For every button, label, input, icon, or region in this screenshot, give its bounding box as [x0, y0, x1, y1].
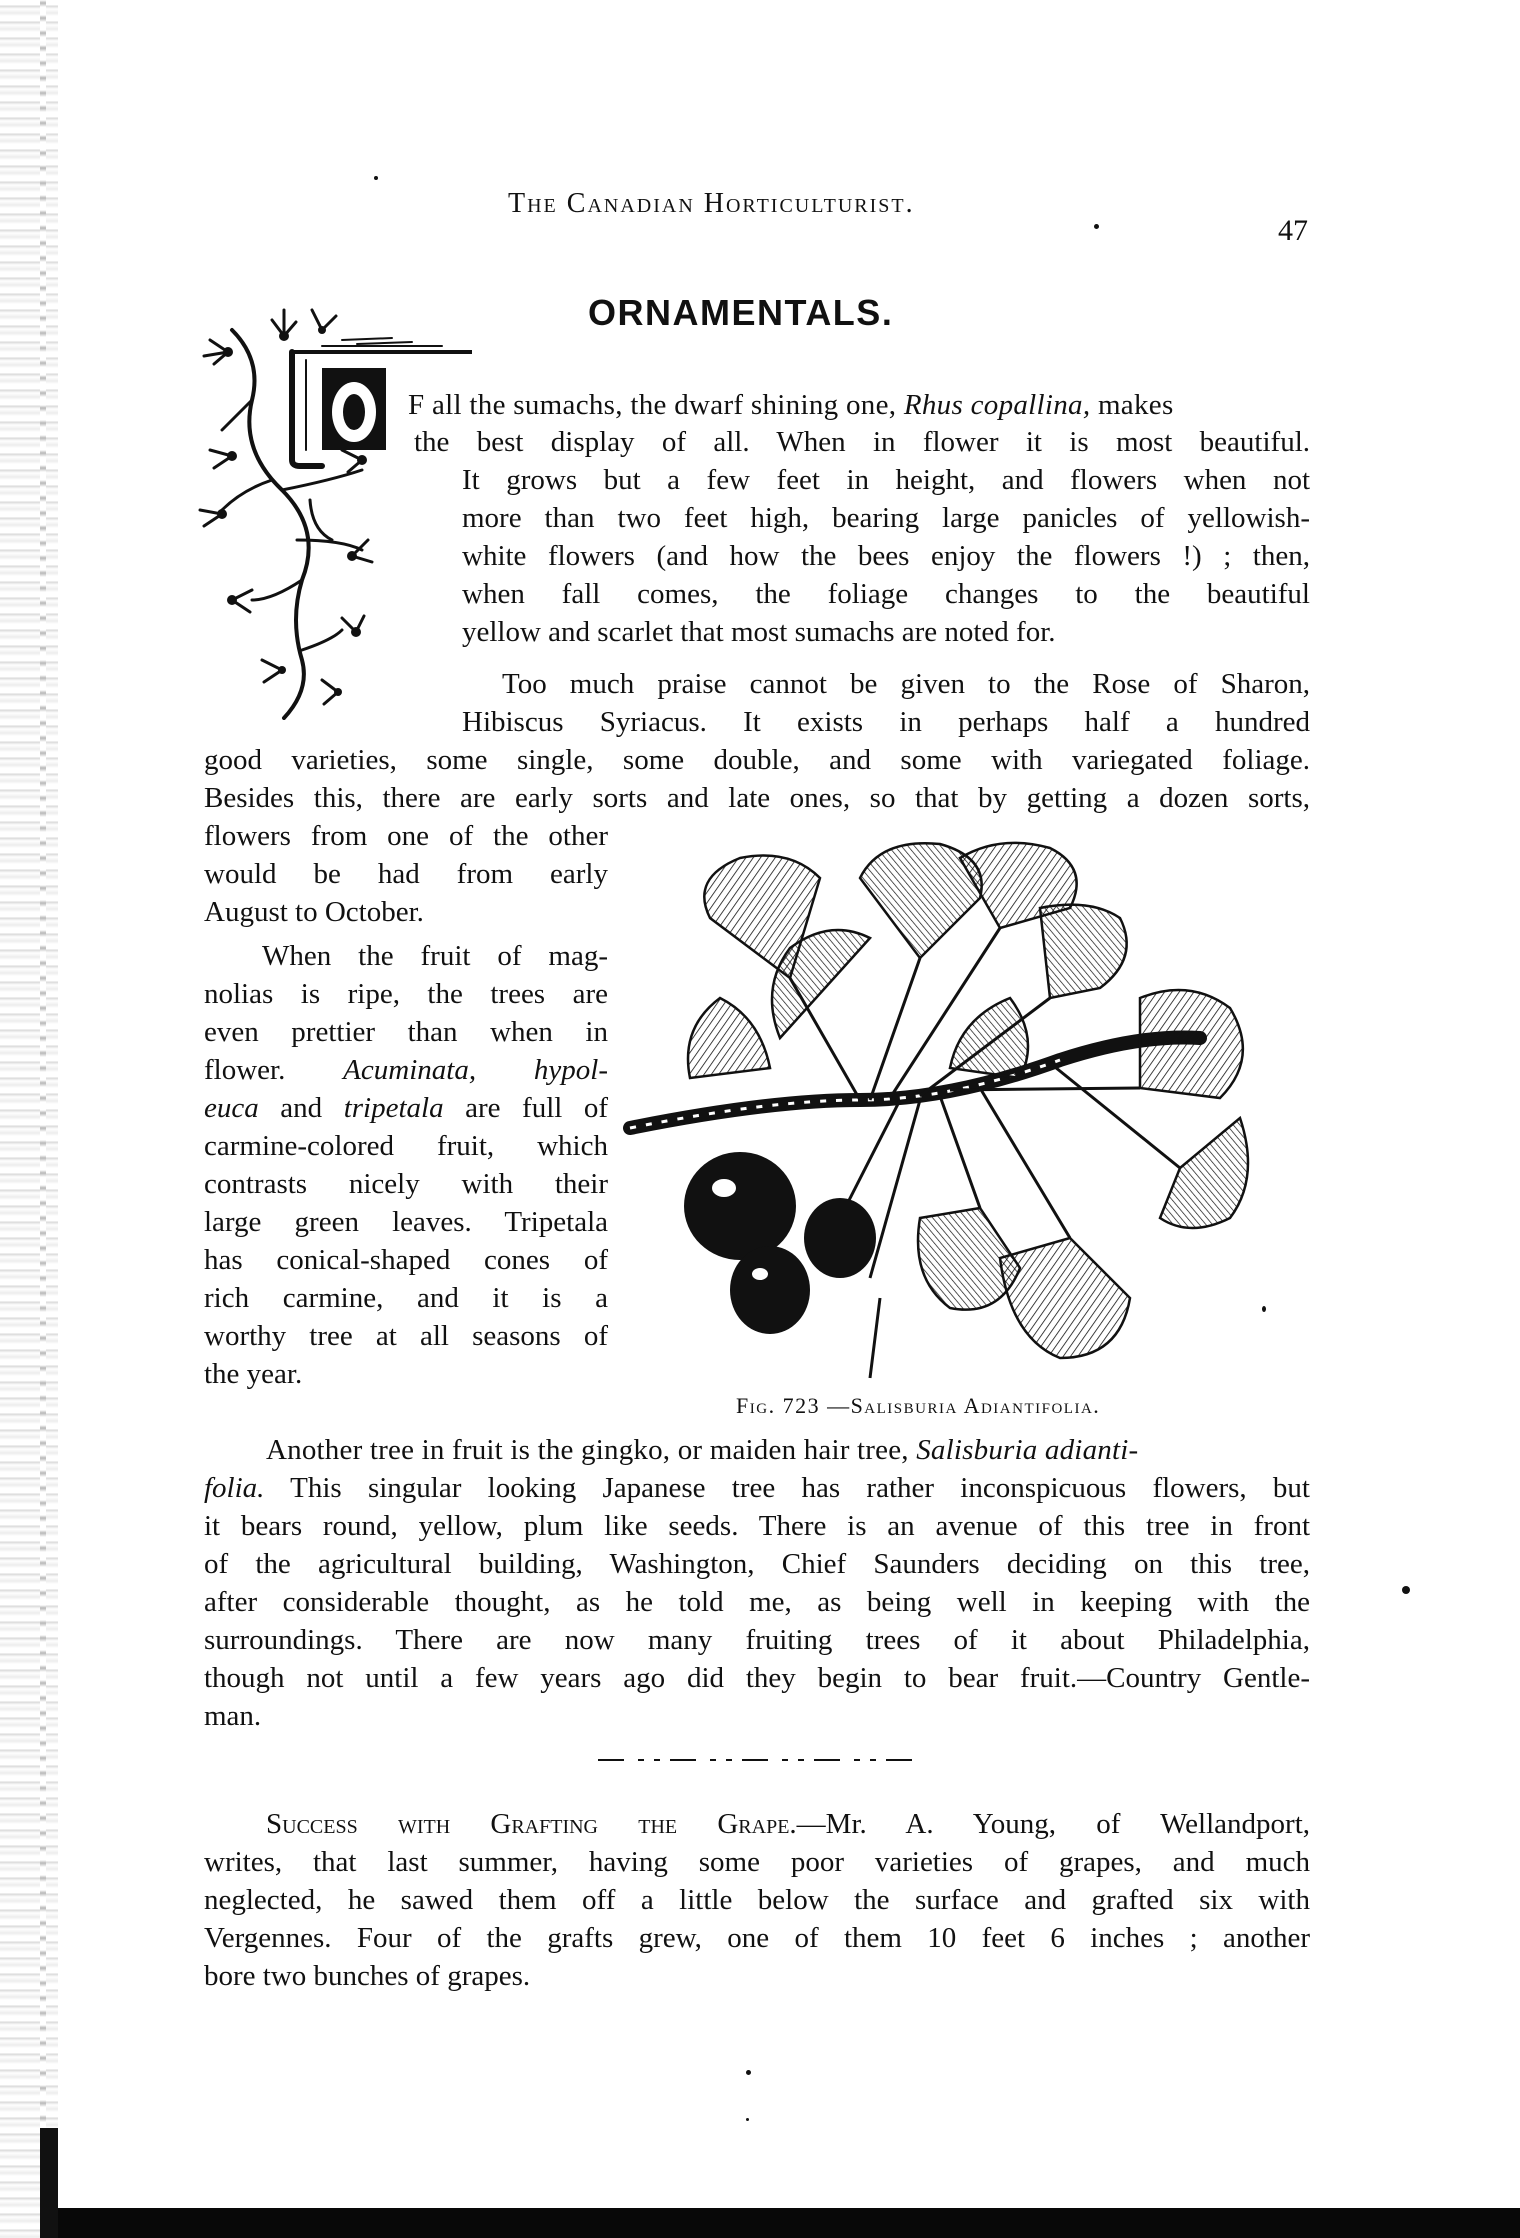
para2-line-3: good varieties, some single, some double, and some with variegated foliage. — [204, 744, 1310, 776]
para3-line-12: the year. — [204, 1358, 303, 1390]
para1-line-6: when fall comes, the foliage changes to the beautiful — [462, 578, 1310, 610]
ink-speck — [1262, 1306, 1266, 1312]
page-number: 47 — [1278, 214, 1308, 247]
para1-line-3: It grows but a few feet in height, and flowers when not — [462, 464, 1310, 496]
para3-line-4: flower. Acuminata, hypol- — [204, 1054, 608, 1086]
section-divider — [598, 1758, 918, 1762]
para4-line-8: man. — [204, 1700, 262, 1732]
para1-line-7: yellow and scarlet that most sumachs are noted for. — [462, 616, 1056, 648]
para4-line-2: folia. This singular looking Japanese tree has rather inconspicuous flowers, but — [204, 1472, 1310, 1504]
para2-line-5: flowers from one of the other — [204, 820, 608, 852]
para3-line-6: carmine-colored fruit, which — [204, 1130, 608, 1162]
para2-line-1: Too much praise cannot be given to the Rose of Sharon, — [502, 668, 1310, 700]
ink-speck — [374, 176, 378, 180]
ink-speck — [746, 2118, 749, 2121]
para1-line-4: more than two feet high, bearing large panicles of yellowish- — [462, 502, 1310, 534]
para5-line-4: Vergennes. Four of the grafts grew, one of them 10 feet 6 inches ; another — [204, 1922, 1310, 1954]
para3-line-11: worthy tree at all seasons of — [204, 1320, 608, 1352]
para2-line-4: Besides this, there are early sorts and late ones, so that by getting a dozen sorts, — [204, 782, 1310, 814]
para4-line-1: Another tree in fruit is the gingko, or maiden hair tree, Salisburia adianti- — [266, 1434, 1139, 1466]
ink-speck — [746, 2070, 751, 2075]
para3-line-10: rich carmine, and it is a — [204, 1282, 608, 1314]
ink-speck — [1094, 224, 1099, 229]
running-head: The Canadian Horticulturist. — [508, 188, 915, 219]
para5-line-1: Success with Grafting the Grape.—Mr. A. Young, of Wellandport, — [266, 1808, 1310, 1840]
para1-line-2: the best display of all. When in flower it is most beautiful. — [414, 426, 1310, 458]
para3-line-9: has conical-shaped cones of — [204, 1244, 608, 1276]
para4-line-7: though not until a few years ago did they begin to bear fruit.—Country Gentle- — [204, 1662, 1310, 1694]
para5-line-2: writes, that last summer, having some poor varieties of grapes, and much — [204, 1846, 1310, 1878]
figure-caption: Fig. 723 —Salisburia Adiantifolia. — [736, 1393, 1101, 1418]
para4-line-4: of the agricultural building, Washington, Chief Saunders deciding on this tree, — [204, 1548, 1310, 1580]
para5-line-3: neglected, he sawed them off a little below the surface and grafted six with — [204, 1884, 1310, 1916]
drop-cap-vine-ornament — [192, 300, 472, 720]
scanned-page-edge — [0, 0, 58, 2238]
ink-speck — [1402, 1586, 1410, 1594]
scan-shadow — [40, 2128, 58, 2238]
para3-line-8: large green leaves. Tripetala — [204, 1206, 608, 1238]
para2-line-6: would be had from early — [204, 858, 608, 890]
para3-line-1: When the fruit of mag- — [262, 940, 608, 972]
para2-line-2: Hibiscus Syriacus. It exists in perhaps half a hundred — [462, 706, 1310, 738]
grafting-heading: Success with Grafting the Grape. — [266, 1808, 797, 1840]
para2-line-7: August to October. — [204, 896, 424, 928]
section-title: ORNAMENTALS. — [588, 292, 894, 333]
para1-line-1: F all the sumachs, the dwarf shining one, Rhus copallina, makes — [408, 389, 1174, 421]
para4-line-5: after considerable thought, as he told me, as being well in keeping with the — [204, 1586, 1310, 1618]
para3-line-3: even prettier than when in — [204, 1016, 608, 1048]
para3-line-2: nolias is ripe, the trees are — [204, 978, 608, 1010]
para3-line-5: euca and tripetala are full of — [204, 1092, 608, 1124]
scan-bottom-border — [58, 2208, 1520, 2238]
para4-line-6: surroundings. There are now many fruiting trees of it about Philadelphia, — [204, 1624, 1310, 1656]
para3-line-7: contrasts nicely with their — [204, 1168, 608, 1200]
para5-line-5: bore two bunches of grapes. — [204, 1960, 531, 1992]
ginkgo-branch-illustration — [620, 838, 1260, 1398]
para4-line-3: it bears round, yellow, plum like seeds. There is an avenue of this tree in front — [204, 1510, 1310, 1542]
para1-line-5: white flowers (and how the bees enjoy the flowers !) ; then, — [462, 540, 1310, 572]
